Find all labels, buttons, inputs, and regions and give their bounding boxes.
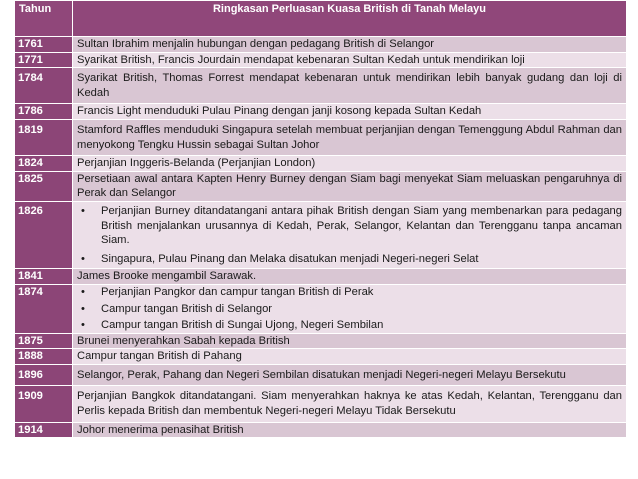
summary-cell: Perjanjian Inggeris-Belanda (Perjanjian London) bbox=[73, 156, 627, 172]
summary-cell: Johor menerima penasihat British bbox=[73, 422, 627, 438]
table-row bbox=[15, 104, 627, 120]
summary-cell: Perjanjian Bangkok ditandatangani. Siam menyerahkan haknya ke atas Kedah, Kelantan, Terengganu dan Perlis kepada British dan membentuk Negeri-negeri Melayu Tidak Bersekutu bbox=[73, 386, 627, 422]
header-summary: Ringkasan Perluasan Kuasa British di Tanah Melayu bbox=[73, 1, 627, 37]
list-item bbox=[77, 204, 622, 248]
summary-cell: Selangor, Perak, Pahang dan Negeri Sembilan disatukan menjadi Negeri-negeri Melayu Bersekutu bbox=[73, 364, 627, 386]
table-row bbox=[15, 269, 627, 285]
summary-cell: Persetiaan awal antara Kapten Henry Burney dengan Siam bagi menyekat Siam meluaskan pengaruhnya di Perak dan Selangor bbox=[73, 171, 627, 201]
list-item bbox=[77, 318, 622, 333]
year-cell: 1784 bbox=[15, 68, 73, 104]
summary-cell: Brunei menyerahkan Sabah kepada British bbox=[73, 333, 627, 349]
year-cell: 1826 bbox=[15, 201, 73, 268]
table-row bbox=[15, 333, 627, 349]
year-cell: 1824 bbox=[15, 156, 73, 172]
header-row bbox=[15, 1, 627, 37]
year-cell: 1761 bbox=[15, 37, 73, 53]
history-table bbox=[14, 0, 627, 438]
year-cell: 1819 bbox=[15, 119, 73, 155]
summary-cell: Francis Light menduduki Pulau Pinang dengan janji kosong kepada Sultan Kedah bbox=[73, 104, 627, 120]
list-item-text: Perjanjian Burney ditandatangani antara pihak British dengan Siam yang membenarkan para pedagang British menjalankan urusannya di Kedah, Perak, Selangor, Kelantan dan Terengganu tanpa ancaman Siam. bbox=[101, 204, 622, 247]
bullet-icon: • bbox=[81, 204, 85, 217]
summary-cell: James Brooke mengambil Sarawak. bbox=[73, 269, 627, 285]
summary-cell: Sultan Ibrahim menjalin hubungan dengan pedagang British di Selangor bbox=[73, 37, 627, 53]
summary-cell: Syarikat British, Francis Jourdain mendapat kebenaran Sultan Kedah untuk mendirikan loji bbox=[73, 52, 627, 68]
list-item bbox=[77, 285, 622, 300]
table-row bbox=[15, 37, 627, 53]
table-row bbox=[15, 52, 627, 68]
year-cell: 1888 bbox=[15, 349, 73, 365]
list-item bbox=[77, 302, 622, 317]
header-year: Tahun bbox=[15, 1, 73, 37]
bullet-icon: • bbox=[81, 252, 85, 265]
table-row bbox=[15, 201, 627, 268]
year-cell: 1786 bbox=[15, 104, 73, 120]
year-cell: 1874 bbox=[15, 284, 73, 333]
summary-cell bbox=[73, 284, 627, 333]
table-row bbox=[15, 119, 627, 155]
summary-cell: Stamford Raffles menduduki Singapura setelah membuat perjanjian dengan Temenggung Abdul Rahman dan menyokong Tengku Hussin sebagai Sultan Johor bbox=[73, 119, 627, 155]
year-cell: 1841 bbox=[15, 269, 73, 285]
table-row bbox=[15, 349, 627, 365]
bullet-icon: • bbox=[81, 319, 85, 332]
list-item bbox=[77, 252, 622, 267]
list-item-text: Campur tangan British di Sungai Ujong, Negeri Sembilan bbox=[101, 319, 384, 332]
table-row bbox=[15, 364, 627, 386]
table-row bbox=[15, 156, 627, 172]
year-cell: 1825 bbox=[15, 171, 73, 201]
summary-cell: Syarikat British, Thomas Forrest mendapat kebenaran untuk mendirikan lebih banyak gudang dan loji di Kedah bbox=[73, 68, 627, 104]
bullet-icon: • bbox=[81, 285, 85, 298]
year-cell: 1896 bbox=[15, 364, 73, 386]
table-row bbox=[15, 386, 627, 422]
list-item-text: Singapura, Pulau Pinang dan Melaka disatukan menjadi Negeri-negeri Selat bbox=[101, 252, 479, 265]
list-item-text: Perjanjian Pangkor dan campur tangan British di Perak bbox=[101, 285, 374, 298]
year-cell: 1909 bbox=[15, 386, 73, 422]
year-cell: 1914 bbox=[15, 422, 73, 438]
table-row bbox=[15, 68, 627, 104]
bullet-list bbox=[77, 204, 622, 266]
summary-cell: Campur tangan British di Pahang bbox=[73, 349, 627, 365]
year-cell: 1771 bbox=[15, 52, 73, 68]
year-cell: 1875 bbox=[15, 333, 73, 349]
table-row bbox=[15, 171, 627, 201]
table-row bbox=[15, 422, 627, 438]
table-row bbox=[15, 284, 627, 333]
bullet-icon: • bbox=[81, 302, 85, 315]
list-item-text: Campur tangan British di Selangor bbox=[101, 302, 273, 315]
bullet-list bbox=[77, 285, 622, 333]
summary-cell bbox=[73, 201, 627, 268]
